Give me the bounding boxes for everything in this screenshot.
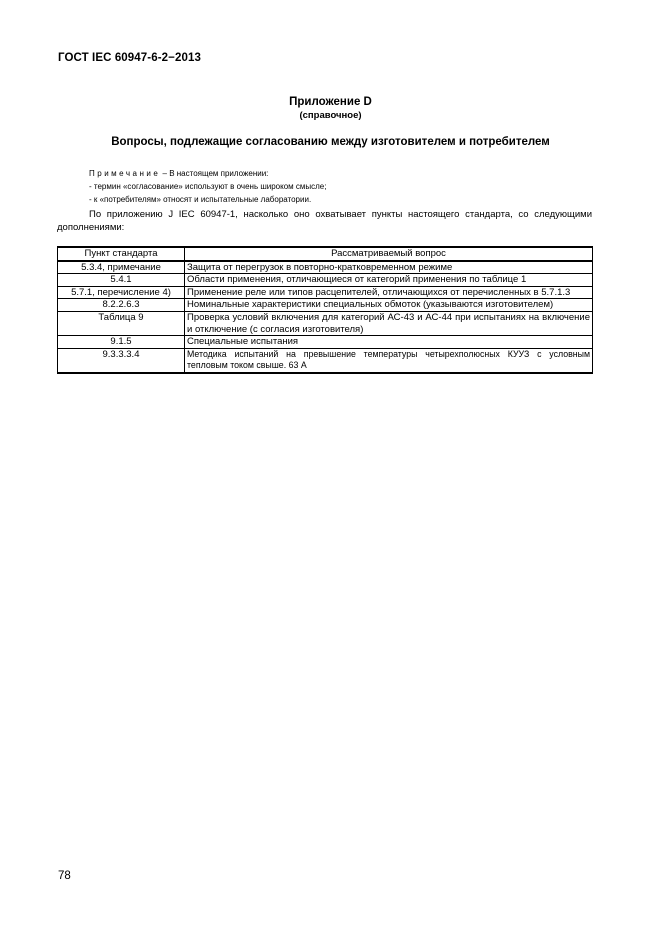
column-header-clause: Пункт стандарта [58,247,185,261]
issue-cell: Методика испытаний на превышение температуры четырехполюсных КУУЗ с условным тепловым током свыше. 63 А [185,348,593,373]
table-row [58,336,593,349]
issue-cell: Проверка условий включения для категорий АС-43 и АС-44 при испытаниях на включение и отключение (с согласия изготовителя) [185,311,593,335]
appendix-subtitle: (справочное) [299,110,362,121]
clause-cell: Таблица 9 [58,311,185,335]
clause-cell: 8.2.2.6.3 [58,299,185,312]
table-row [58,299,593,312]
intro-paragraph: По приложению J IEC 60947-1, насколько оно охватывает пункты настоящего стандарта, со следующими дополнениями: [57,209,592,233]
issue-cell: Области применения, отличающиеся от категорий применения по таблице 1 [185,274,593,287]
table-row [58,348,593,373]
section-heading: Вопросы, подлежащие согласованию между изготовителем и потребителем [111,136,550,148]
note-label: Примечание [89,169,161,178]
issue-cell: Применение реле или типов расцепителей, отличающихся от перечисленных в 5.7.1.3 [185,286,593,299]
note-text: – В настоящем приложении: [160,169,269,178]
table-header-row [58,247,593,261]
clause-cell: 5.3.4, примечание [58,261,185,274]
page-number: 78 [58,870,71,882]
clause-cell: 9.3.3.3.4 [58,348,185,373]
appendix-title: Приложение D [289,96,372,108]
note-block [89,167,589,206]
issues-table [57,246,593,374]
note-item: - термин «согласование» используют в очень широком смысле; [89,182,327,191]
issue-cell: Защита от перегрузок в повторно-кратковременном режиме [185,261,593,274]
note-item: - к «потребителям» относят и испытательные лаборатории. [89,195,312,204]
clause-cell: 9.1.5 [58,336,185,349]
table-row [58,286,593,299]
clause-cell: 5.7.1, перечисление 4) [58,286,185,299]
column-header-issue: Рассматриваемый вопрос [185,247,593,261]
table-row [58,274,593,287]
issue-cell: Специальные испытания [185,336,593,349]
clause-cell: 5.4.1 [58,274,185,287]
note-line [89,167,589,180]
table-row [58,261,593,274]
document-header: ГОСТ IEC 60947-6-2−2013 [58,52,201,64]
issue-cell: Номинальные характеристики специальных обмоток (указываются изготовителем) [185,299,593,312]
table-row [58,311,593,335]
